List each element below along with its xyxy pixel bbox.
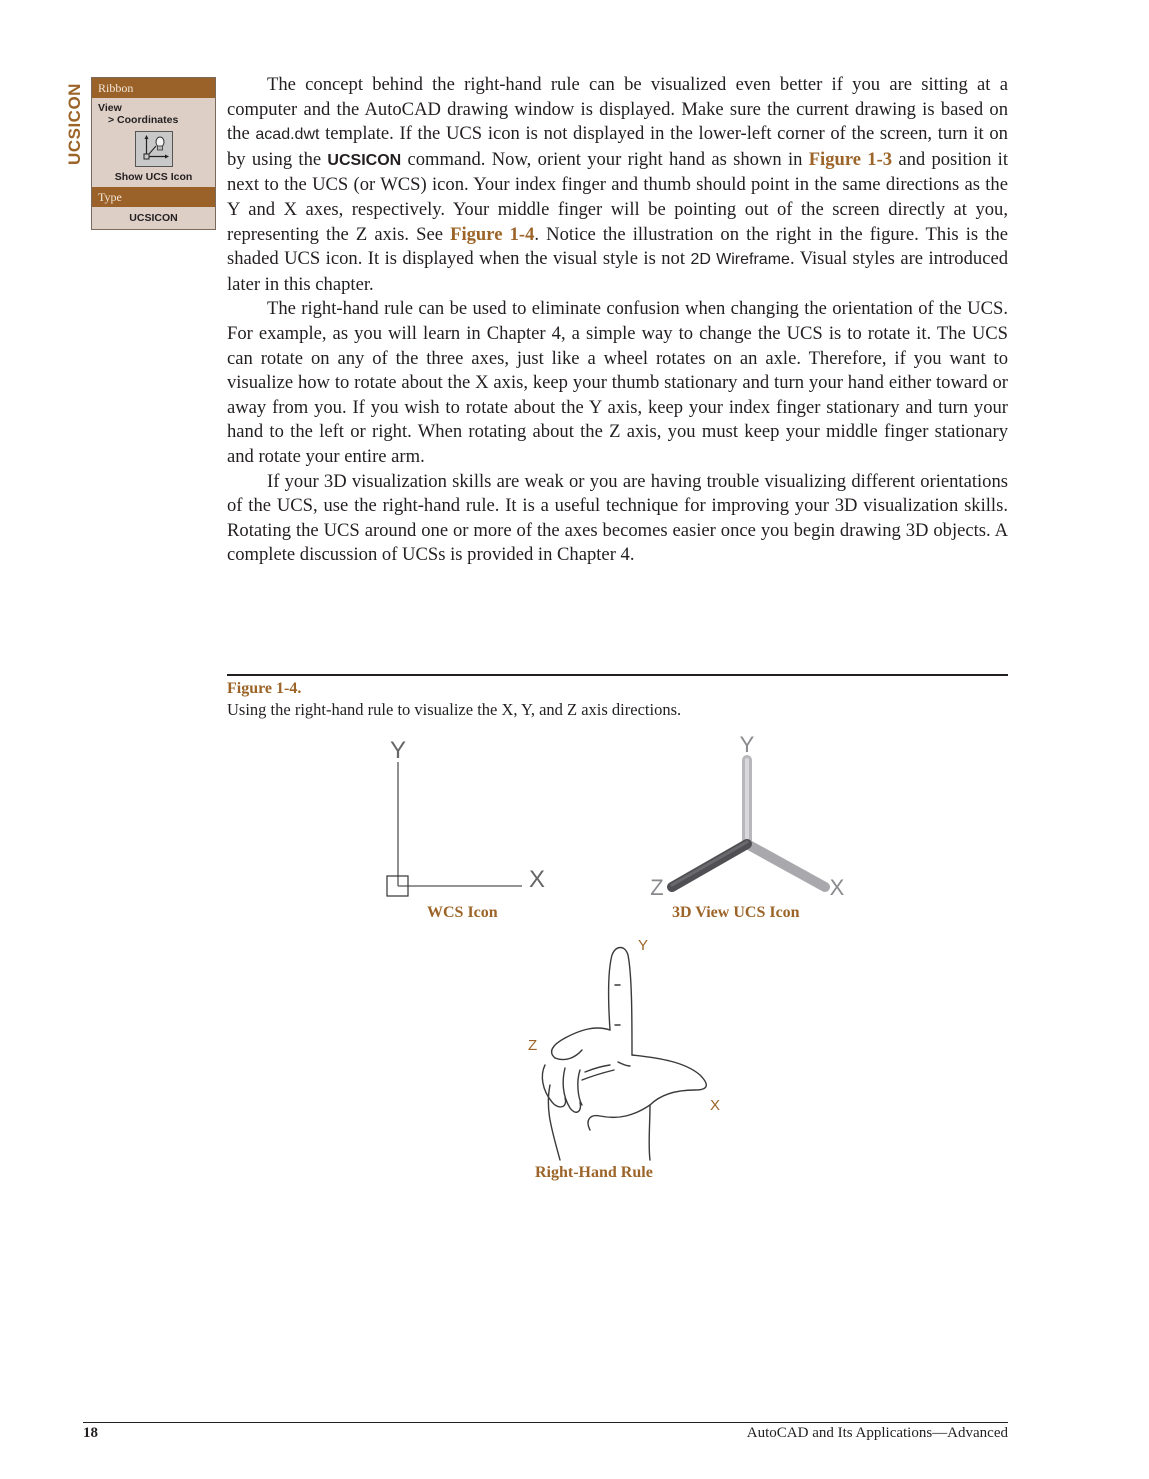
wcs-icon-drawing (370, 730, 570, 900)
figure-divider (227, 674, 1008, 676)
ucs-3d-icon-label: 3D View UCS Icon (672, 904, 800, 921)
footer-divider (83, 1422, 1008, 1423)
hand-x-label: X (710, 1097, 721, 1114)
text-run: The concept behind the right-hand rule can be visualized even better if you are sitting at a computer and the AutoCAD drawing window is displayed. Make sure the current drawing is based on the (227, 74, 1008, 145)
wcs-icon-label: WCS Icon (427, 904, 498, 921)
ribbon-panel: > Coordinates (108, 114, 179, 126)
text-run: . Notice the illustration on the right in the figure. This is the shaded UCS icon. It is displayed when the visual style is not (227, 223, 1009, 270)
paragraph-1 (227, 73, 1008, 297)
ucs3d-z-label: Z (650, 875, 664, 900)
figure-title: Figure 1-4. (227, 680, 302, 697)
paragraph-2: The right-hand rule can be used to eliminate confusion when changing the orientation of the UCS. For example, as you will learn in Chapter 4, a simple way to change the UCS is to rotate it. The UCS can rotate on any of the three axes, just like a wheel rotates on an axle. Therefore, if you want to visualize how to rotate about the X axis, keep your thumb stationary and turn your hand either toward or away from you. If you wish to rotate about the Y axis, keep your index finger stationary and turn your hand to the left or right. When rotating about the Z axis, you must keep your middle finger stationary and rotate your entire arm. (227, 298, 1008, 467)
type-value: UCSICON (129, 212, 178, 224)
template-filename: acad.dwt (255, 126, 320, 144)
figure-1-3-link[interactable]: Figure 1-3 (808, 148, 893, 170)
ribbon-header: Ribbon (92, 78, 215, 98)
visual-style-name: 2D Wireframe (690, 251, 790, 269)
command-vertical-label (62, 76, 88, 172)
hand-z-label: Z (528, 1037, 538, 1054)
right-hand-rule-label: Right-Hand Rule (535, 1164, 653, 1181)
right-hand-rule-drawing (510, 930, 740, 1170)
page-number: 18 (83, 1425, 98, 1441)
wcs-y-label: Y (389, 737, 407, 764)
figure-caption: Using the right-hand rule to visualize the X, Y, and Z axis directions. (227, 700, 682, 719)
text-run: and position it next to the UCS (or WCS) icon. Your index finger and thumb should point in the same directions as the Y and X axes, respectively. Your middle finger will be pointing out of the screen directly at you, representing the Z axis. See (227, 148, 1008, 245)
body-text (227, 73, 1008, 568)
text-run: . Visual styles are introduced later in this chapter. (227, 248, 1009, 295)
ribbon-button-label: Show UCS Icon (114, 171, 193, 183)
show-ucs-icon (135, 131, 173, 167)
ucs-3d-icon-drawing (640, 730, 850, 900)
book-title: AutoCAD and Its Applications—Advanced (746, 1425, 1008, 1441)
ribbon-body (92, 98, 215, 187)
command-access-box (91, 77, 216, 230)
command-reference: UCSICON (327, 151, 402, 169)
paragraph-3: If your 3D visualization skills are weak or you are having trouble visualizing different orientations of the UCS, use the right-hand rule. It is a useful technique for improving your 3D visualization skills. Rotating the UCS around one or more of the axes becomes easier once you begin drawing 3D objects. A complete discussion of UCSs is provided in Chapter 4. (227, 470, 1008, 566)
ucs3d-x-label: X (829, 875, 845, 900)
wcs-x-label: X (528, 866, 546, 893)
ribbon-tab: View (98, 102, 122, 114)
command-name: UCSICON (65, 83, 84, 165)
text-run: command. Now, orient your right hand as shown in (401, 148, 809, 170)
type-header: Type (92, 187, 215, 207)
figure-1-4-link[interactable]: Figure 1-4 (450, 223, 535, 245)
hand-y-label: Y (638, 937, 649, 954)
text-run: template. If the UCS icon is not displayed in the lower-left corner of the screen, turn it on by using the (227, 123, 1008, 170)
ucs3d-y-label: Y (739, 732, 755, 757)
